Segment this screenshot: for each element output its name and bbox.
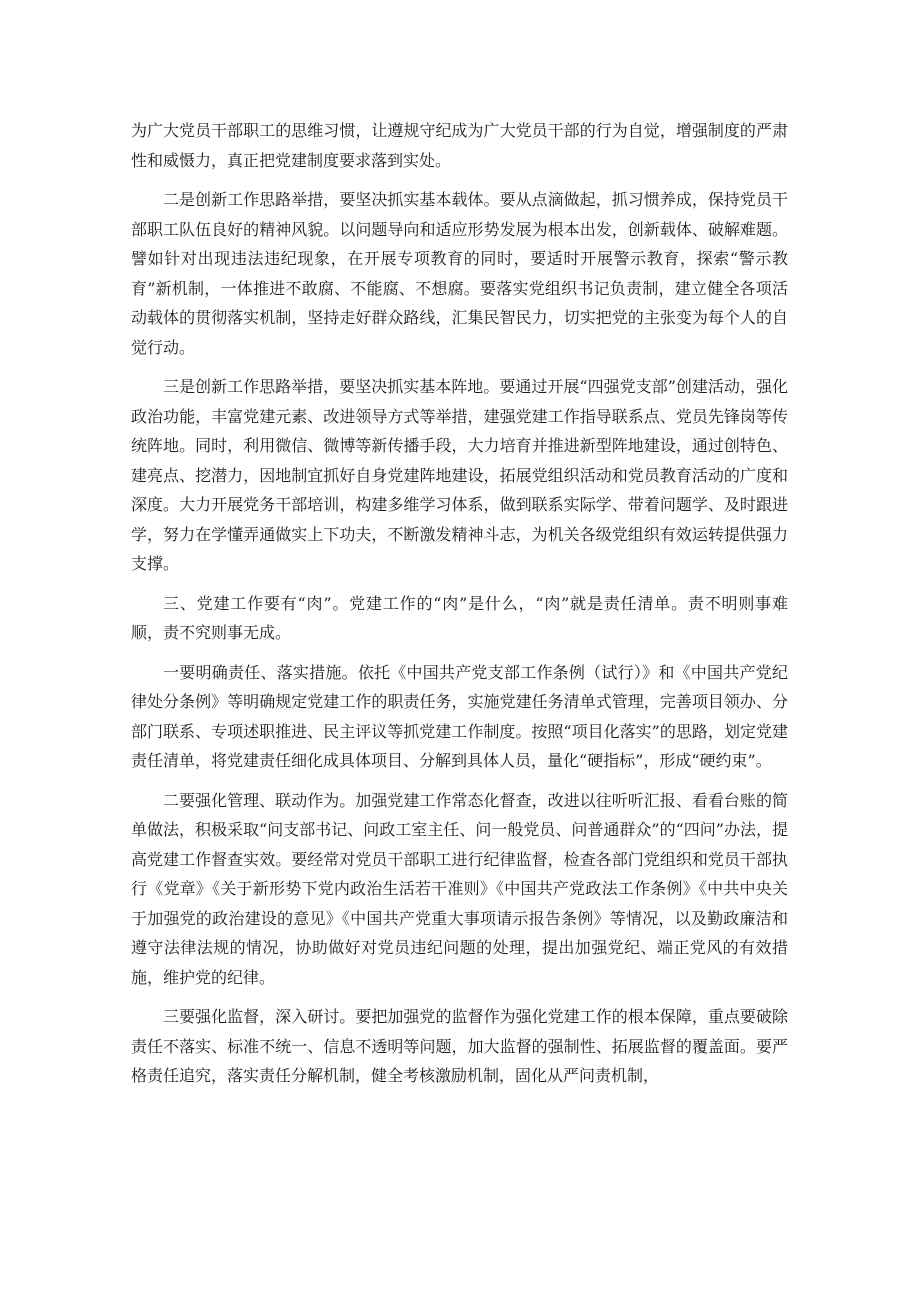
paragraph-strengthen-management: 二要强化管理、联动作为。加强党建工作常态化督查，改进以往听听汇报、看看台账的简单做法，积极采取“问支部书记、问政工室主任、问一般党员、问普通群众”的“四问”办法，提高党建工作督查实效。要经常对党员干部职工进行纪律监督，检查各部门党组织和党员干部执行《党章》《关于新形势下党内政治生活若干准则》《中国共产党政法工作条例》《中共中央关于加强党的政治建设的意见》《中国共产党重大事项请示报告条例》等情况，以及勤政廉洁和遵守法律法规的情况，协助做好对党员违纪问题的处理，提出加强党纪、端正党风的有效措施，维护党的纪律。 bbox=[131, 790, 788, 987]
document-body bbox=[131, 116, 788, 1101]
paragraph-continuation: 为广大党员干部职工的思维习惯，让遵规守纪成为广大党员干部的行为自觉，增强制度的严肃性和威慑力，真正把党建制度要求落到实处。 bbox=[131, 121, 788, 170]
section-heading-responsibility: 三、党建工作要有“肉”。党建工作的“肉”是什么，“肉”就是责任清单。责不明则事难顺，责不究则事无成。 bbox=[131, 593, 788, 642]
paragraph-innovate-position: 三是创新工作思路举措，要坚决抓实基本阵地。要通过开展“四强党支部”创建活动，强化政治功能，丰富党建元素、改进领导方式等举措，建强党建工作指导联系点、党员先锋岗等传统阵地。同时，利用微信、微博等新传播手段，大力培育并推进新型阵地建设，通过创特色、建亮点、挖潜力，因地制宜抓好自身党建阵地建设，拓展党组织活动和党员教育活动的广度和深度。大力开展党务干部培训，构建多维学习体系，做到联系实际学、带着问题学、及时跟进学，努力在学懂弄通做实上下功夫，不断激发精神斗志，为机关各级党组织有效运转提供强力支撑。 bbox=[131, 377, 788, 573]
paragraph-clarify-responsibility: 一要明确责任、落实措施。依托《中国共产党支部工作条例（试行）》和《中国共产党纪律处分条例》等明确规定党建工作的职责任务，实施党建任务清单式管理，完善项目领办、分部门联系、专项述职推进、民主评议等抓党建工作制度。按照“项目化落实”的思路，划定党建责任清单，将党建责任细化成具体项目、分解到具体人员，量化“硬指标”，形成“硬约束”。 bbox=[131, 662, 788, 770]
paragraph-innovate-carrier: 二是创新工作思路举措，要坚决抓实基本载体。要从点滴做起，抓习惯养成，保持党员干部职工队伍良好的精神风貌。以问题导向和适应形势发展为根本出发，创新载体、破解难题。譬如针对出现违法违纪现象，在开展专项教育的同时，要适时开展警示教育，探索“警示教育”新机制，一体推进不敢腐、不能腐、不想腐。要落实党组织书记负责制，建立健全各项活动载体的贯彻落实机制，坚持走好群众路线，汇集民智民力，切实把党的主张变为每个人的自觉行动。 bbox=[131, 190, 788, 357]
paragraph-strengthen-supervision: 三要强化监督，深入研讨。要把加强党的监督作为强化党建工作的根本保障，重点要破除责任不落实、标准不统一、信息不透明等问题，加大监督的强制性、拓展监督的覆盖面。要严格责任追究，落实责任分解机制，健全考核激励机制，固化从严问责机制， bbox=[131, 1007, 788, 1085]
